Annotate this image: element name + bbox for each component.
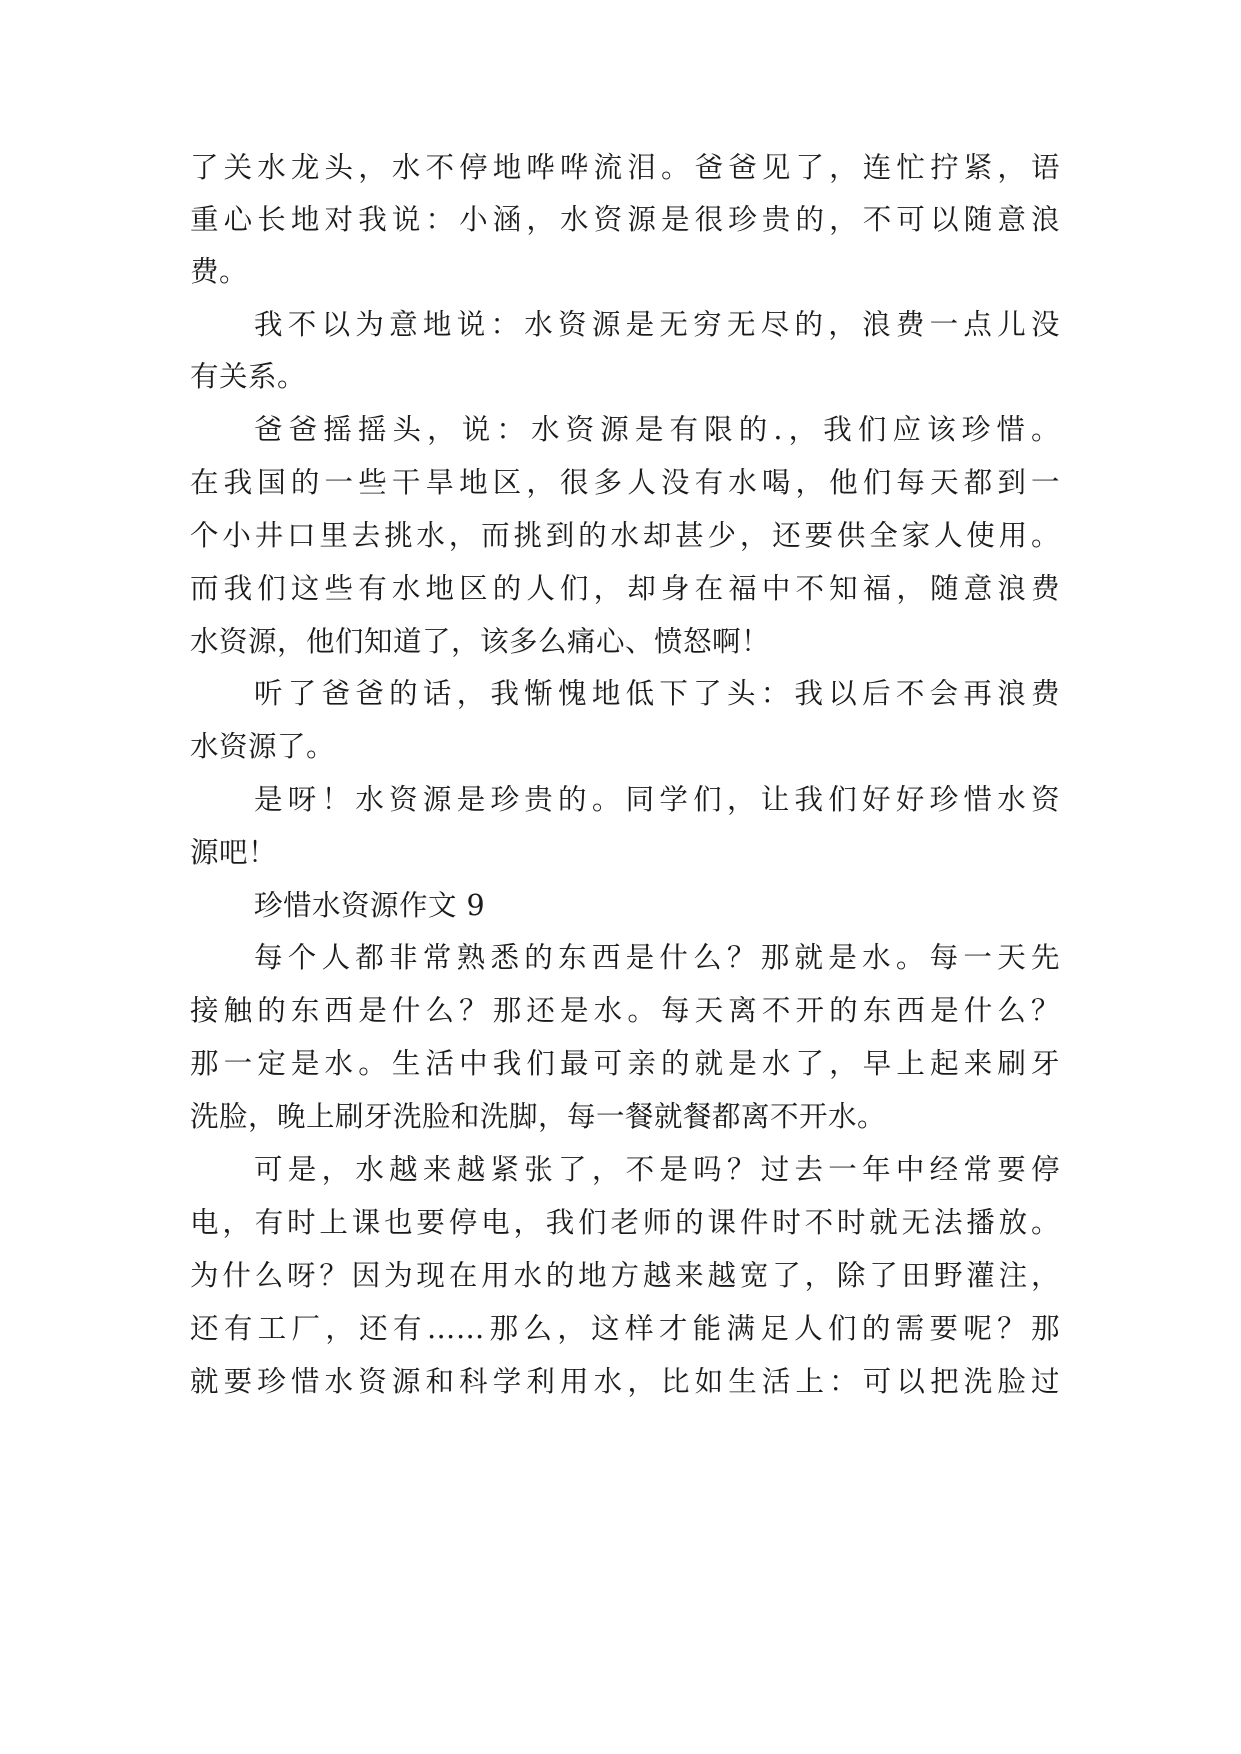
text-line: 为什么呀？因为现在用水的地方越来越宽了，除了田野灌注， [190, 1259, 1060, 1292]
text-line: 有关系。 [190, 360, 307, 393]
text-line: 听了爸爸的话，我惭愧地低下了头：我以后不会再浪费 [254, 677, 1060, 710]
text-line: 那一定是水。生活中我们最可亲的就是水了，早上起来刷牙 [190, 1047, 1060, 1080]
text-line: 个小井口里去挑水，而挑到的水却甚少，还要供全家人使用。 [190, 519, 1060, 552]
text-line: 可是，水越来越紧张了，不是吗？过去一年中经常要停 [254, 1153, 1060, 1186]
section-heading: 珍惜水资源作文 9 [254, 889, 486, 922]
text-line: 是呀！水资源是珍贵的。同学们，让我们好好珍惜水资 [254, 783, 1060, 816]
text-line: 而我们这些有水地区的人们，却身在福中不知福，随意浪费 [190, 572, 1060, 605]
text-line: 在我国的一些干旱地区，很多人没有水喝，他们每天都到一 [190, 466, 1060, 499]
text-line: 重心长地对我说：小涵，水资源是很珍贵的，不可以随意浪 [190, 203, 1060, 236]
text-line: 我不以为意地说：水资源是无穷无尽的，浪费一点儿没 [254, 308, 1060, 341]
text-line: 电，有时上课也要停电，我们老师的课件时不时就无法播放。 [190, 1206, 1060, 1239]
text-line: 源吧！ [190, 836, 278, 869]
text-line: 洗脸，晚上刷牙洗脸和洗脚，每一餐就餐都离不开水。 [190, 1100, 887, 1133]
text-line: 水资源了。 [190, 730, 336, 763]
text-line: 爸爸摇摇头，说：水资源是有限的.，我们应该珍惜。 [254, 413, 1060, 446]
text-line: 了关水龙头，水不停地哗哗流泪。爸爸见了，连忙拧紧，语 [190, 151, 1060, 184]
text-line: 接触的东西是什么？那还是水。每天离不开的东西是什么？ [190, 994, 1060, 1027]
text-line: 还有工厂，还有……那么，这样才能满足人们的需要呢？那 [190, 1312, 1060, 1345]
text-line: 水资源，他们知道了，该多么痛心、愤怒啊！ [190, 625, 771, 658]
text-line: 就要珍惜水资源和科学利用水，比如生活上：可以把洗脸过 [190, 1365, 1060, 1398]
text-line: 每个人都非常熟悉的东西是什么？那就是水。每一天先 [254, 941, 1060, 974]
text-line: 费。 [190, 255, 249, 288]
